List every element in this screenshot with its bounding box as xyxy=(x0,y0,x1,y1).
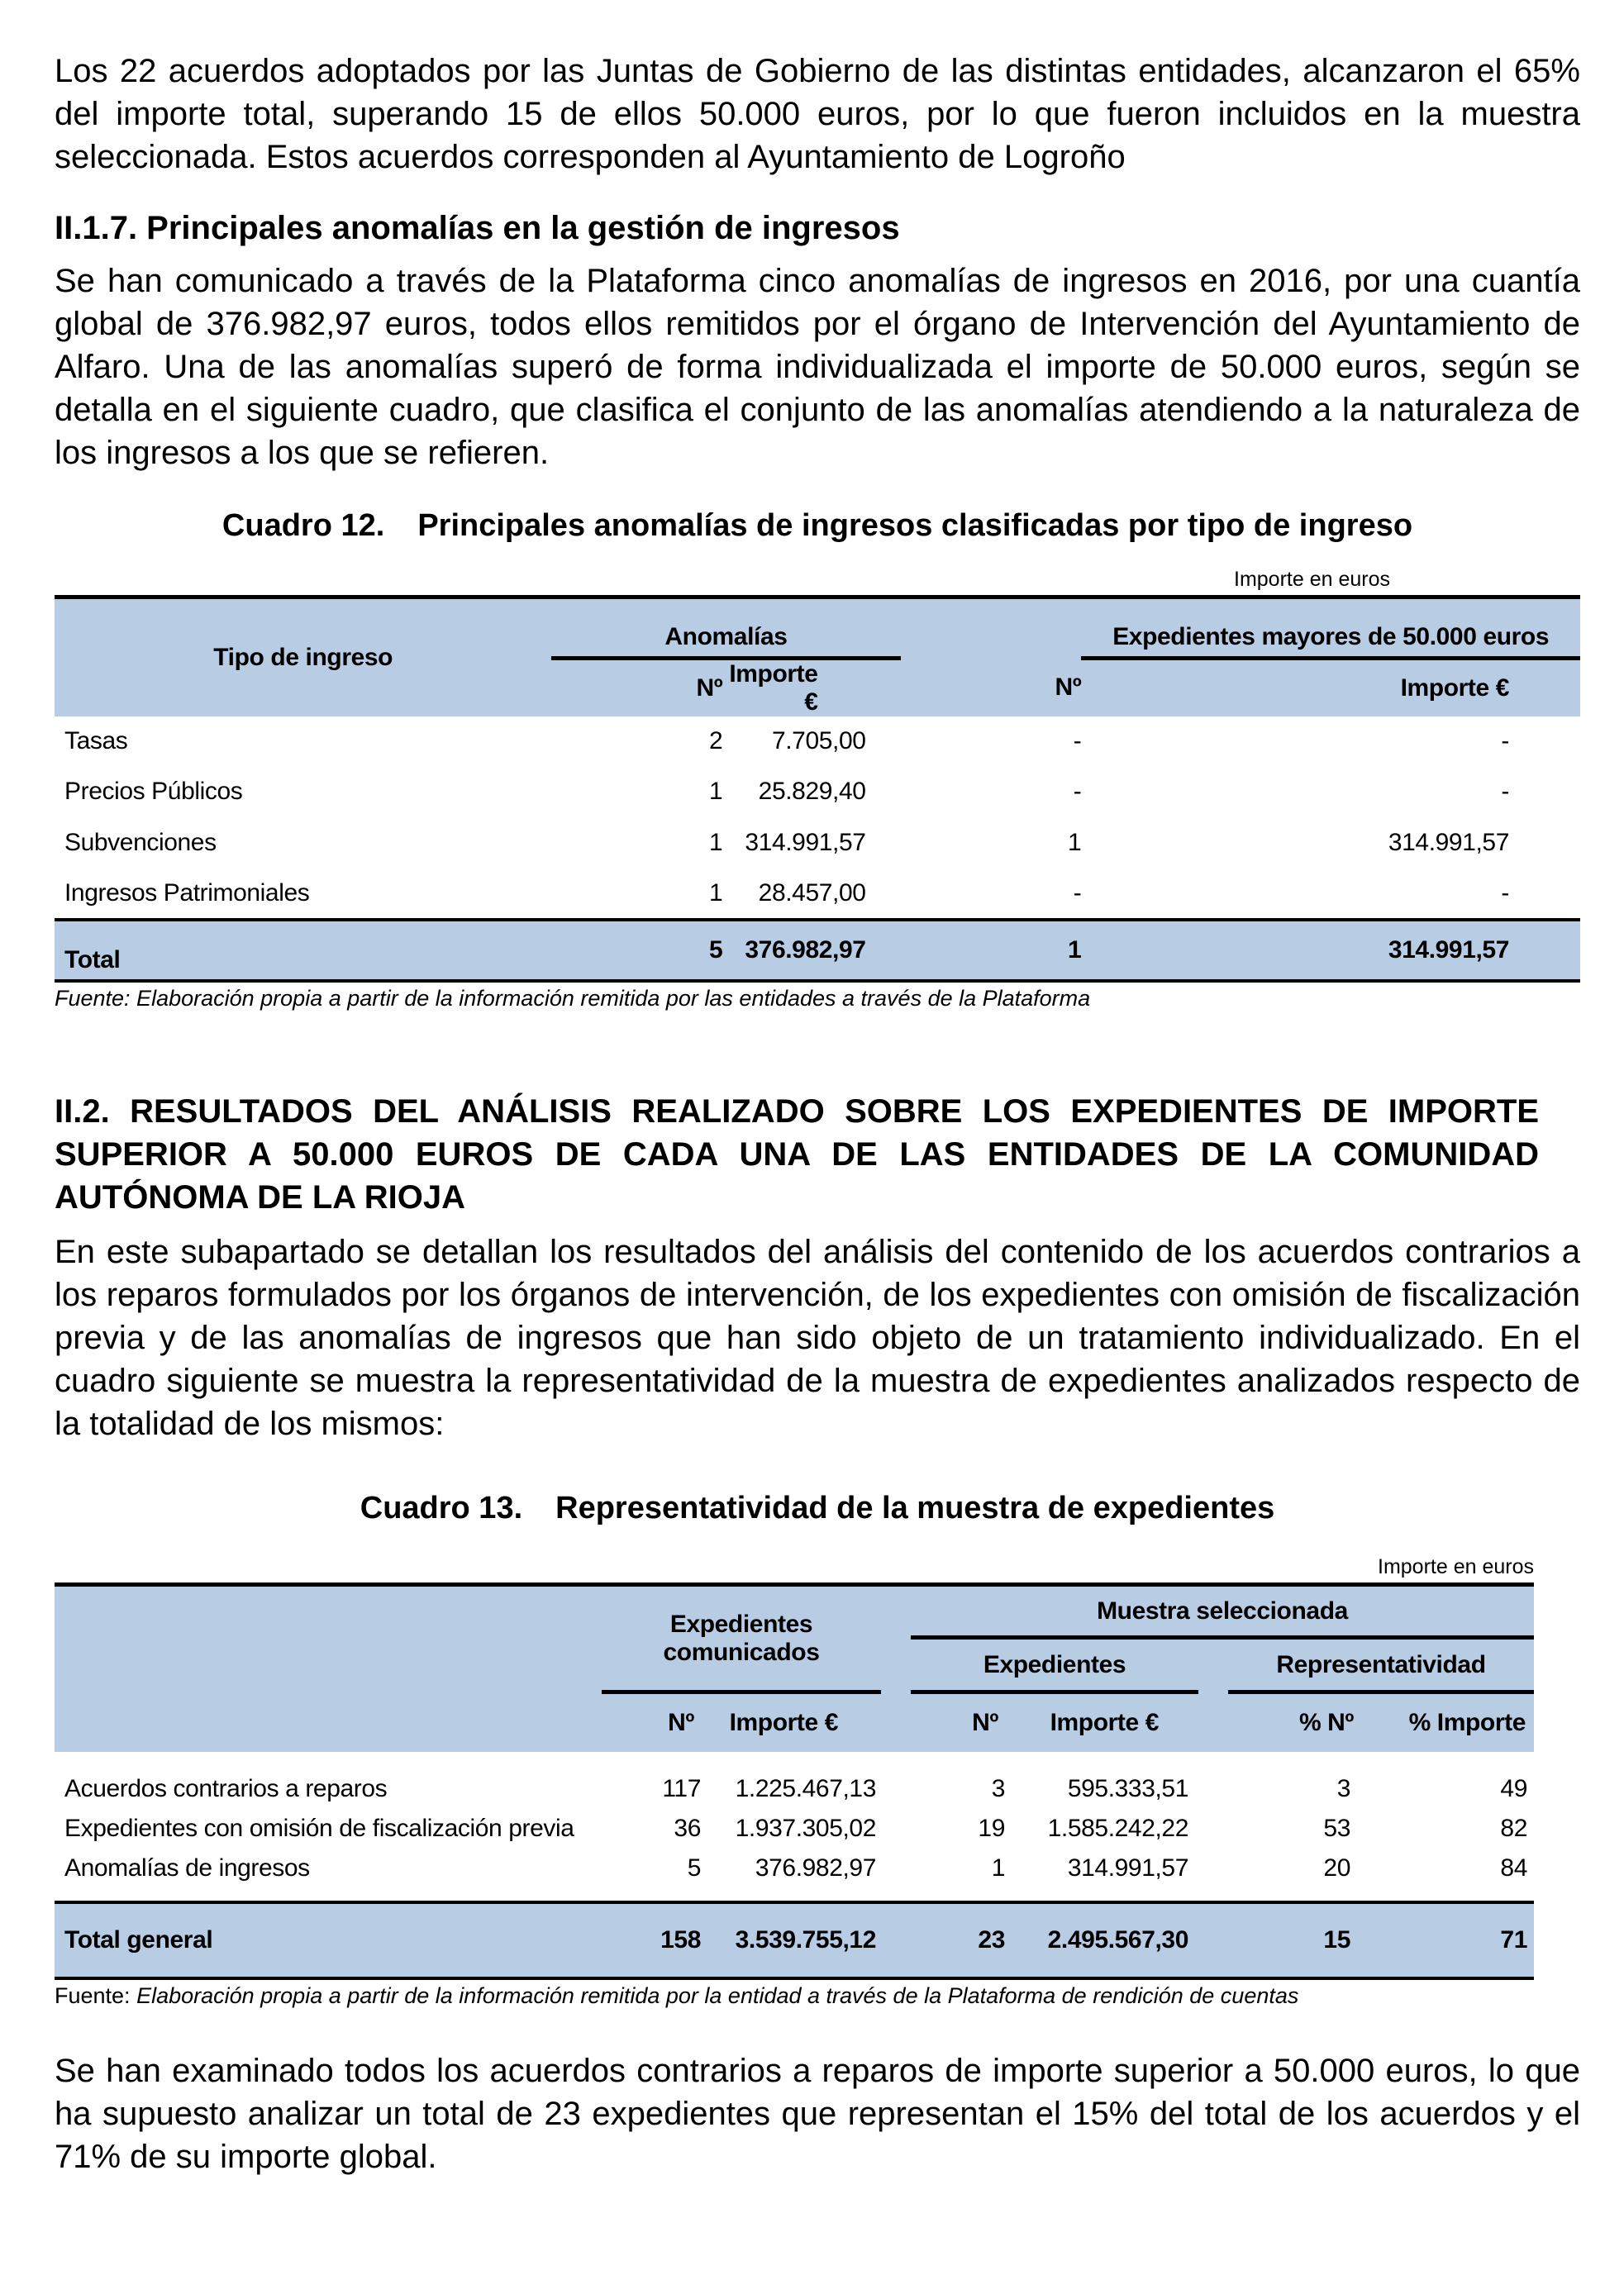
closing-paragraph: Se han examinado todos los acuerdos contrarios a reparos de importe superior a 50.000 euros, lo que ha supuesto analizar un total de 23 expedientes que representan el 15% del total de los acuerdos y el 71% de su importe global. xyxy=(55,2052,1580,2175)
table-row: Precios Públicos 1 25.829,40 - - xyxy=(64,778,1509,805)
table12-total-row: Total 5 376.982,97 1 314.991,57 xyxy=(55,920,1580,981)
table12-col-n2: Nº xyxy=(1055,673,1082,701)
section-117-paragraph: Se han comunicado a través de la Plataforma cinco anomalías de ingresos en 2016, por una cuantía global de 376.982,97 euros, todos ellos remitidos por el órgano de Intervención del Ayuntamiento de Alfaro. Una de las anomalías superó de forma individualizada el importe de 50.000 euros, según se detalla en el siguiente cuadro, que clasifica el conjunto de las anomalías atendiendo a la naturaleza de los ingresos a los que se refieren. xyxy=(55,263,1580,471)
table-row: Tasas 2 7.705,00 - - xyxy=(64,727,1509,754)
table13 xyxy=(55,1582,1534,1980)
table-row: Expedientes con omisión de fiscalización previa 36 1.937.305,02 19 1.585.242,22 53 82 xyxy=(64,1814,1527,1842)
table12-caption-title: Principales anomalías de ingresos clasificadas por tipo de ingreso xyxy=(417,508,1413,543)
table-row: Anomalías de ingresos 5 376.982,97 1 314.991,57 20 84 xyxy=(64,1854,1527,1882)
table12-col-importe2: Importe € xyxy=(1400,674,1509,702)
table12-col-n: Nº xyxy=(696,674,723,702)
table12-group-expedientes: Expedientes mayores de 50.000 euros xyxy=(1081,597,1580,659)
table13-header-row-3 xyxy=(55,1692,1534,1752)
table13-sub-expedientes: Expedientes xyxy=(911,1638,1198,1692)
table12-source: Fuente: Elaboración propia a partir de la información remitida por las entidades a través de la Plataforma xyxy=(55,986,1091,1011)
table12-col-tipo: Tipo de ingreso xyxy=(213,644,393,671)
table13-col-mimporte: Importe € xyxy=(1050,1708,1159,1736)
intro-paragraph: Los 22 acuerdos adoptados por las Juntas de Gobierno de las distintas entidades, alcanzaron el 65% del importe total, superando 15 de ellos 50.000 euros, por lo que fueron incluidos en la muestra seleccionada. Estos acuerdos corresponden al Ayuntamiento de Logroño xyxy=(55,53,1580,175)
table12-caption-number: Cuadro 12. xyxy=(221,508,385,543)
section-22-heading: II.2. RESULTADOS DEL ANÁLISIS REALIZADO SOBRE LOS EXPEDIENTES DE IMPORTE SUPERIOR A 50.000 EUROS DE CADA UNA DE LAS ENTIDADES DE LA COMUNIDAD AUTÓNOMA DE LA RIOJA xyxy=(55,1093,1539,1216)
table13-caption-number: Cuadro 13. xyxy=(360,1491,523,1525)
table13-caption xyxy=(55,1488,1580,1528)
table12-group-anomalias: Anomalías xyxy=(551,597,900,659)
table13-caption-title: Representatividad de la muestra de expedientes xyxy=(555,1491,1275,1525)
table-row: Subvenciones 1 314.991,57 1 314.991,57 xyxy=(64,829,1509,856)
table12-col-importe: Importe € xyxy=(729,660,818,716)
table-row: Acuerdos contrarios a reparos 117 1.225.467,13 3 595.333,51 3 49 xyxy=(64,1774,1527,1802)
table13-col-pct-n: % Nº xyxy=(1298,1708,1354,1736)
table-row: Ingresos Patrimoniales 1 28.457,00 - - xyxy=(64,879,1509,907)
table13-col-pct-importe: % Importe xyxy=(1408,1708,1526,1736)
table13-group-comunicados: Expedientes comunicados xyxy=(602,1585,881,1692)
table12 xyxy=(55,595,1580,983)
table12-caption xyxy=(55,506,1580,545)
table13-source-text: Elaboración propia a partir de la información remitida por la entidad a través de la Plataforma de rendición de cuentas xyxy=(136,1982,1299,2008)
section-22-paragraph: En este subapartado se detallan los resultados del análisis del contenido de los acuerdos contrarios a los reparos formulados por los órganos de intervención, de los expedientes con omisión de fiscalización previa y de las anomalías de ingresos que han sido objeto de un tratamiento individualizado. En el cuadro siguiente se muestra la representatividad de la muestra de expedientes analizados respecto de la totalidad de los mismos: xyxy=(55,1234,1580,1442)
table13-group-muestra: Muestra seleccionada xyxy=(911,1585,1534,1638)
table13-header-row-1 xyxy=(55,1585,1534,1638)
table12-unit: Importe en euros xyxy=(1234,568,1390,591)
section-117-heading: II.1.7. Principales anomalías en la gestión de ingresos xyxy=(55,210,900,246)
table12-header-row-1 xyxy=(55,597,1580,659)
table13-col-mn: Nº xyxy=(972,1708,998,1736)
table13-source-prefix: Fuente: xyxy=(55,1982,137,2008)
table13-col-n: Nº xyxy=(668,1708,694,1736)
table13-total-row: Total general 158 3.539.755,12 23 2.495.567,30 15 71 xyxy=(55,1902,1534,1978)
table13-sub-representatividad: Representatividad xyxy=(1228,1638,1534,1692)
table13-unit: Importe en euros xyxy=(1378,1555,1534,1578)
table13-source xyxy=(55,1982,1580,2010)
table13-col-importe: Importe € xyxy=(729,1708,838,1736)
table13-wrapper xyxy=(55,1582,1534,1980)
document-page xyxy=(55,50,1580,2178)
